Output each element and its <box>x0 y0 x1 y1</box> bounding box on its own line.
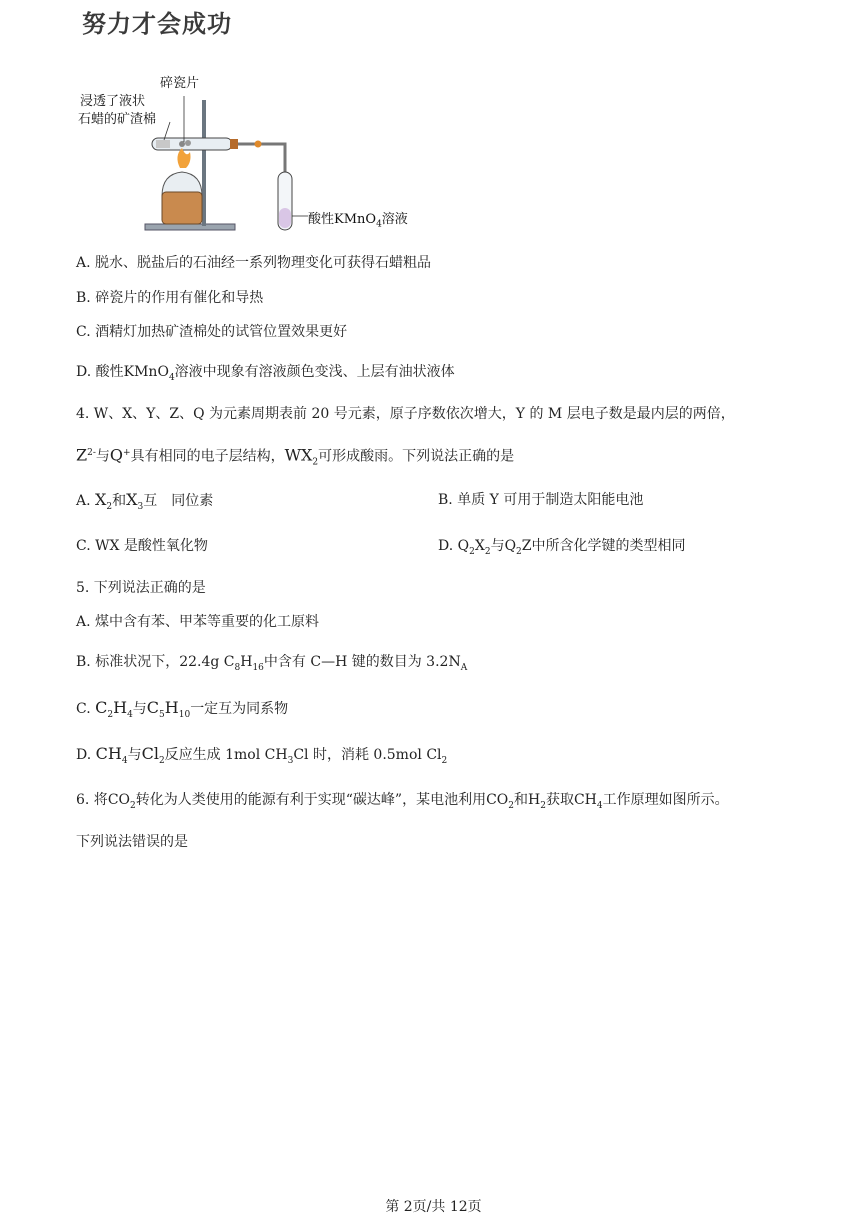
porcelain-piece <box>185 140 191 146</box>
q4-option-b: B. 单质 Y 可用于制造太阳能电池 <box>438 492 644 508</box>
q3-option-a: A. 脱水、脱盐后的石油经一系列物理变化可获得石蜡粗品 <box>76 255 432 271</box>
q5-stem: 5. 下列说法正确的是 <box>76 580 206 596</box>
q5-option-b: B. 标准状况下，22.4g $C_8H_{16}$中含有 C—H 键的数目为 $3.2N_A$ <box>76 654 468 673</box>
stopper <box>230 139 238 149</box>
q4-stem-line1: 4. W、X、Y、Z、Q 为元素周期表前 20 号元素，原子序数依次增大，Y 的 M 层电子数是最内层的两倍， <box>76 406 735 422</box>
kmno4-solution <box>279 208 291 228</box>
q6-stem-line1: 6. 将$CO_2$转化为人类使用的能源有利于实现“碳达峰”，某电池利用$CO_2$和$H_2$获取$CH_4$工作原理如图所示。 <box>76 792 729 811</box>
q3-option-d: D. 酸性KMnO$_4$溶液中现象有溶液颜色变浅、上层有油状液体 <box>76 364 455 383</box>
stand-rod <box>202 100 206 226</box>
q4-stem-line2: $Z^{2-}$与Q+具有相同的电子层结构，$WX_2$可形成酸雨。下列说法正确的是 <box>76 445 515 468</box>
q5-option-c: C. $C_2H_4$与$C_5H_{10}$一定互为同系物 <box>76 698 289 720</box>
label-porcelain: 碎瓷片 <box>160 76 200 91</box>
flame <box>177 148 190 168</box>
label-wool-line2: 石蜡的矿渣棉 <box>78 112 157 127</box>
q4-option-c: C. WX 是酸性氧化物 <box>76 538 208 554</box>
apparatus-figure <box>140 96 320 236</box>
label-solution: 酸性KMnO$_4$溶液 <box>308 212 408 230</box>
alcohol-lamp <box>162 192 202 224</box>
q6-stem-line2: 下列说法错误的是 <box>76 834 188 850</box>
q5-option-d: D. $CH_4$与$Cl_2$反应生成 1mol $CH_3Cl$ 时，消耗 0.5mol $Cl_2$ <box>76 744 448 766</box>
q5-option-a: A. 煤中含有苯、甲苯等重要的化工原料 <box>76 614 320 630</box>
label-wool-line1: 浸透了液状 <box>80 94 146 109</box>
mineral-wool <box>156 140 170 148</box>
stand-base <box>145 224 235 230</box>
q4-option-d: D. $Q_2X_2$与$Q_2Z$中所含化学键的类型相同 <box>438 538 686 557</box>
page-header-title: 努力才会成功 <box>82 10 232 38</box>
q3-option-b: B. 碎瓷片的作用有催化和导热 <box>76 290 264 306</box>
q3-option-c: C. 酒精灯加热矿渣棉处的试管位置效果更好 <box>76 324 348 340</box>
q4-option-a: A. $X_2$和$X_3$互 同位素 <box>76 490 214 512</box>
page-footer: 第 2页/共 12页 <box>385 1199 482 1215</box>
tube-joint <box>255 141 262 148</box>
